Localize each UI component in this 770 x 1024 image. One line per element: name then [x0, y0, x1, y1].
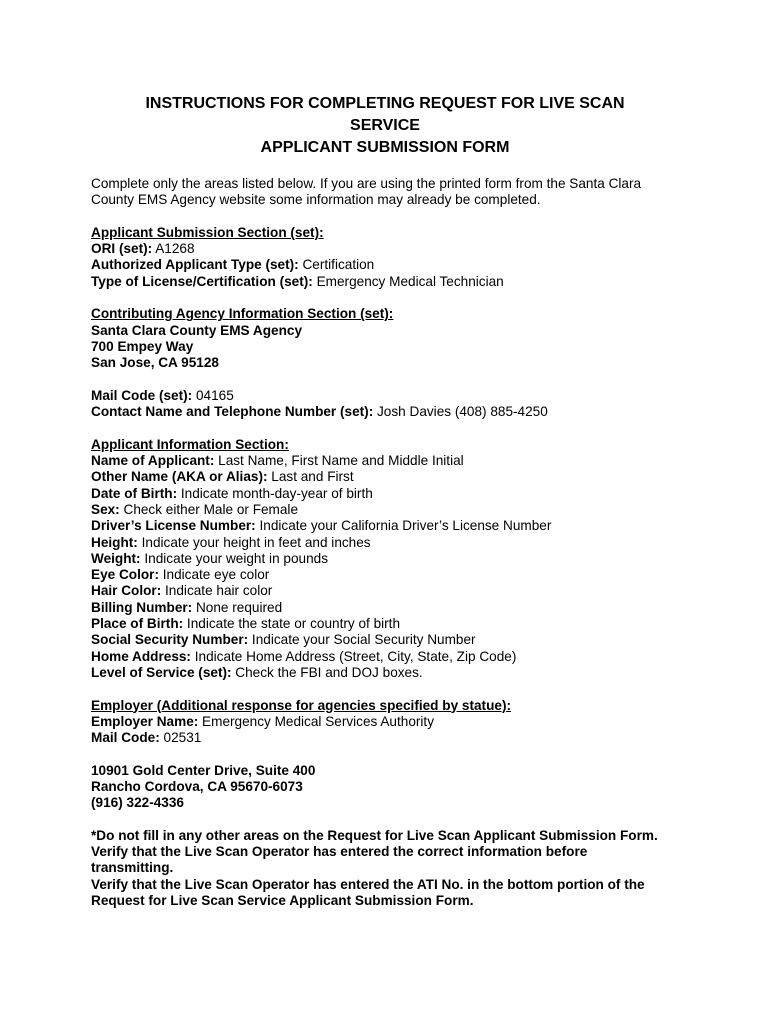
- field-value: Indicate the state or country of birth: [183, 616, 401, 632]
- contributing-agency-heading: Contributing Agency Information Section (set):: [91, 306, 394, 322]
- employer-name-row: [91, 714, 711, 730]
- field-label: Height:: [91, 534, 138, 550]
- intro-line-1: Complete only the areas listed below. If you are using the printed form from the Santa Clara: [91, 176, 642, 191]
- field-row: [91, 600, 711, 616]
- field-row: [91, 649, 711, 665]
- field-row: [91, 518, 711, 534]
- document-body: [91, 176, 711, 909]
- license-type-label: Type of License/Certification (set):: [91, 273, 313, 289]
- intro-line-2: County EMS Agency website some information may already be completed.: [91, 192, 541, 208]
- note-line-3: transmitting.: [91, 860, 174, 876]
- field-row: [91, 616, 711, 632]
- applicant-info-heading: Applicant Information Section:: [91, 436, 289, 452]
- employer-mail-code-value: 02531: [159, 730, 202, 746]
- employer-name-value: Emergency Medical Services Authority: [198, 713, 435, 729]
- agency-contact-value: Josh Davies (408) 885-4250: [373, 404, 548, 420]
- field-value: Last and First: [267, 469, 354, 485]
- field-row: [91, 665, 711, 681]
- document-title: [60, 93, 710, 159]
- field-label: Sex:: [91, 501, 120, 517]
- field-value: Indicate your Social Security Number: [248, 632, 476, 648]
- field-value: Indicate eye color: [158, 567, 270, 583]
- field-value: Check either Male or Female: [119, 501, 299, 517]
- note-line-4: Verify that the Live Scan Operator has entered the ATI No. in the bottom portion of the: [91, 876, 645, 892]
- agency-mail-code-value: 04165: [192, 387, 234, 403]
- employer-street: 10901 Gold Center Drive, Suite 400: [91, 762, 316, 778]
- agency-mail-code-row: [91, 388, 711, 404]
- ori-value: A1268: [152, 241, 195, 257]
- agency-name: Santa Clara County EMS Agency: [91, 322, 303, 338]
- field-label: Date of Birth:: [91, 485, 178, 501]
- field-row: [91, 486, 711, 502]
- note-line-5: Request for Live Scan Service Applicant Submission Form.: [91, 893, 474, 909]
- note-line-2: Verify that the Live Scan Operator has entered the correct information before: [91, 844, 588, 860]
- ori-label: ORI (set):: [91, 241, 153, 257]
- field-row: [91, 632, 711, 648]
- employer-city: Rancho Cordova, CA 95670-6073: [91, 778, 303, 794]
- field-value: Indicate Home Address (Street, City, State, Zip Code): [190, 648, 517, 664]
- note-line-1: *Do not fill in any other areas on the Request for Live Scan Applicant Submission Form.: [91, 827, 658, 843]
- applicant-submission-heading: Applicant Submission Section (set):: [91, 224, 324, 240]
- employer-name-label: Employer Name:: [91, 713, 199, 729]
- field-row: [91, 567, 711, 583]
- applicant-type-value: Certification: [298, 257, 375, 273]
- employer-heading: Employer (Additional response for agencies specified by statue):: [91, 697, 511, 713]
- field-label: Place of Birth:: [91, 616, 184, 632]
- title-line-1: INSTRUCTIONS FOR COMPLETING REQUEST FOR LIVE SCAN: [145, 95, 625, 112]
- field-label: Weight:: [91, 550, 141, 566]
- agency-contact-label: Contact Name and Telephone Number (set):: [91, 404, 374, 420]
- applicant-type-label: Authorized Applicant Type (set):: [91, 257, 299, 273]
- ori-row: [91, 241, 711, 257]
- employer-mail-code-label: Mail Code:: [91, 730, 160, 746]
- field-value: Indicate month-day-year of birth: [177, 485, 373, 501]
- field-row: [91, 583, 711, 599]
- field-value: Indicate your height in feet and inches: [137, 534, 371, 550]
- license-type-value: Emergency Medical Technician: [312, 273, 504, 289]
- field-value: Indicate your California Driver’s License Number: [255, 518, 552, 534]
- field-row: [91, 453, 711, 469]
- field-label: Billing Number:: [91, 599, 193, 615]
- field-value: Indicate your weight in pounds: [140, 550, 329, 566]
- license-type-row: [91, 274, 711, 290]
- field-label: Level of Service (set):: [91, 664, 232, 680]
- field-row: [91, 551, 711, 567]
- agency-city: San Jose, CA 95128: [91, 355, 219, 371]
- field-row: [91, 535, 711, 551]
- field-value: Last Name, First Name and Middle Initial: [214, 453, 464, 469]
- agency-contact-row: [91, 404, 711, 420]
- field-label: Social Security Number:: [91, 632, 249, 648]
- field-value: Indicate hair color: [161, 583, 273, 599]
- field-label: Driver’s License Number:: [91, 518, 256, 534]
- field-label: Name of Applicant:: [91, 453, 215, 469]
- applicant-type-row: [91, 257, 711, 273]
- field-label: Home Address:: [91, 648, 191, 664]
- field-value: None required: [192, 599, 283, 615]
- field-label: Other Name (AKA or Alias):: [91, 469, 268, 485]
- field-value: Check the FBI and DOJ boxes.: [231, 664, 423, 680]
- field-label: Hair Color:: [91, 583, 162, 599]
- agency-mail-code-label: Mail Code (set):: [91, 387, 193, 403]
- field-row: [91, 469, 711, 485]
- field-label: Eye Color:: [91, 567, 159, 583]
- title-line-2: SERVICE: [350, 117, 420, 134]
- employer-phone: (916) 322-4336: [91, 795, 184, 811]
- agency-street: 700 Empey Way: [91, 338, 194, 354]
- title-line-3: APPLICANT SUBMISSION FORM: [260, 139, 510, 156]
- employer-mail-code-row: [91, 730, 711, 746]
- field-row: [91, 502, 711, 518]
